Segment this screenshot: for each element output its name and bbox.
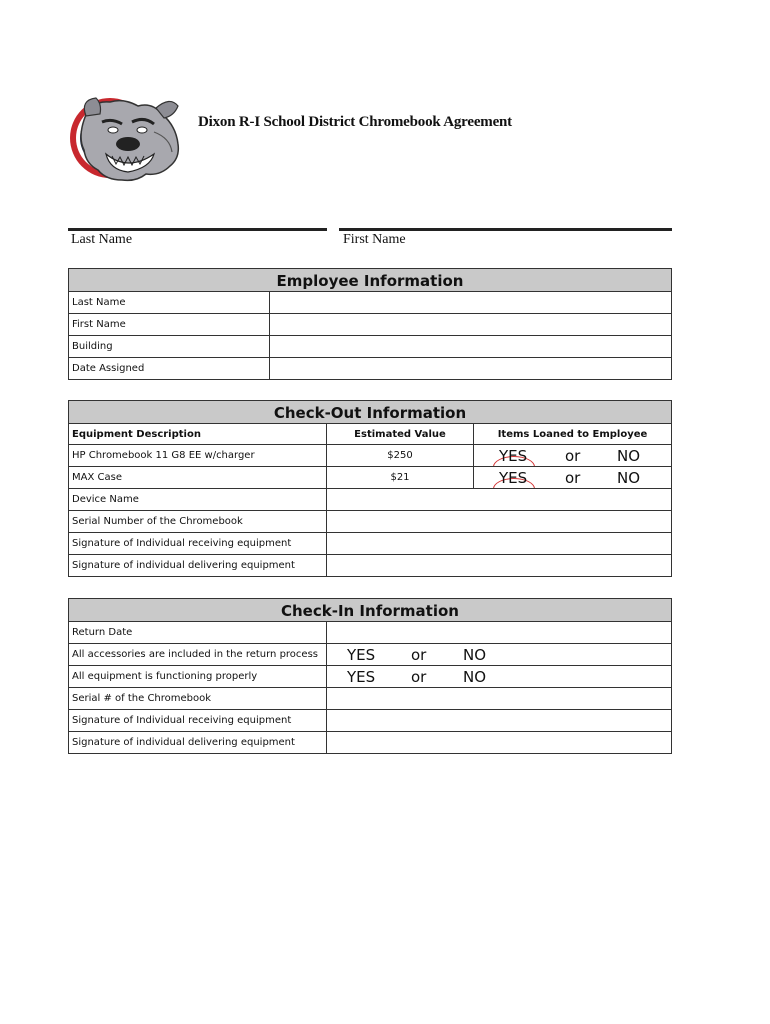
or-text: or [411, 667, 427, 686]
estimated-value: $250 [327, 445, 474, 467]
loaned-choice-cell[interactable] [474, 467, 672, 489]
row-label-serial: Serial # of the Chromebook [69, 688, 327, 710]
row-label-delivering-signature: Signature of individual delivering equipment [69, 555, 327, 577]
loaned-choice-cell[interactable] [474, 445, 672, 467]
estimated-value: $21 [327, 467, 474, 489]
equipment-description: HP Chromebook 11 G8 EE w/charger [69, 445, 327, 467]
row-label-receiving-signature: Signature of Individual receiving equipment [69, 710, 327, 732]
row-label-first-name: First Name [69, 314, 270, 336]
row-label-return-date: Return Date [69, 622, 327, 644]
building-field[interactable] [270, 336, 672, 358]
first-name-line-label: First Name [343, 232, 406, 247]
employee-information-table [68, 268, 672, 380]
yes-option[interactable]: YES [499, 446, 528, 465]
no-option[interactable]: NO [617, 446, 641, 465]
equipment-description-header: Equipment Description [69, 424, 327, 445]
row-label-date-assigned: Date Assigned [69, 358, 270, 380]
checkin-information-heading: Check-In Information [69, 599, 672, 622]
receiving-signature-field[interactable] [327, 533, 672, 555]
accessories-choice-cell[interactable] [327, 644, 672, 666]
row-label-equipment-functioning: All equipment is functioning properly [69, 666, 327, 688]
device-name-field[interactable] [327, 489, 672, 511]
row-label-serial-number: Serial Number of the Chromebook [69, 511, 327, 533]
serial-field[interactable] [327, 688, 672, 710]
serial-number-field[interactable] [327, 511, 672, 533]
row-label-building: Building [69, 336, 270, 358]
yes-option[interactable]: YES [499, 468, 528, 487]
yes-option[interactable]: YES [347, 667, 376, 686]
yes-option[interactable]: YES [347, 645, 376, 664]
document-title: Dixon R-I School District Chromebook Agreement [198, 114, 512, 130]
row-label-device-name: Device Name [69, 489, 327, 511]
date-assigned-field[interactable] [270, 358, 672, 380]
or-text: or [411, 645, 427, 664]
or-text: or [565, 468, 581, 487]
equipment-description: MAX Case [69, 467, 327, 489]
delivering-signature-field[interactable] [327, 555, 672, 577]
row-label-last-name: Last Name [69, 292, 270, 314]
delivering-signature-field[interactable] [327, 732, 672, 754]
no-option[interactable]: NO [463, 667, 487, 686]
estimated-value-header: Estimated Value [327, 424, 474, 445]
functioning-choice-cell[interactable] [327, 666, 672, 688]
checkout-information-table [68, 400, 672, 577]
last-name-line-label: Last Name [71, 232, 133, 247]
row-label-delivering-signature: Signature of individual delivering equipment [69, 732, 327, 754]
bulldog-logo [66, 92, 184, 186]
last-name-signature-line[interactable] [68, 228, 327, 231]
first-name-field[interactable] [270, 314, 672, 336]
receiving-signature-field[interactable] [327, 710, 672, 732]
checkout-information-heading: Check-Out Information [69, 401, 672, 424]
return-date-field[interactable] [327, 622, 672, 644]
or-text: or [565, 446, 581, 465]
row-label-accessories-included: All accessories are included in the return process [69, 644, 327, 666]
employee-information-heading: Employee Information [69, 269, 672, 292]
first-name-signature-line[interactable] [339, 228, 672, 231]
no-option[interactable]: NO [463, 645, 487, 664]
last-name-field[interactable] [270, 292, 672, 314]
no-option[interactable]: NO [617, 468, 641, 487]
checkin-information-table [68, 598, 672, 754]
items-loaned-header: Items Loaned to Employee [474, 424, 672, 445]
row-label-receiving-signature: Signature of Individual receiving equipment [69, 533, 327, 555]
